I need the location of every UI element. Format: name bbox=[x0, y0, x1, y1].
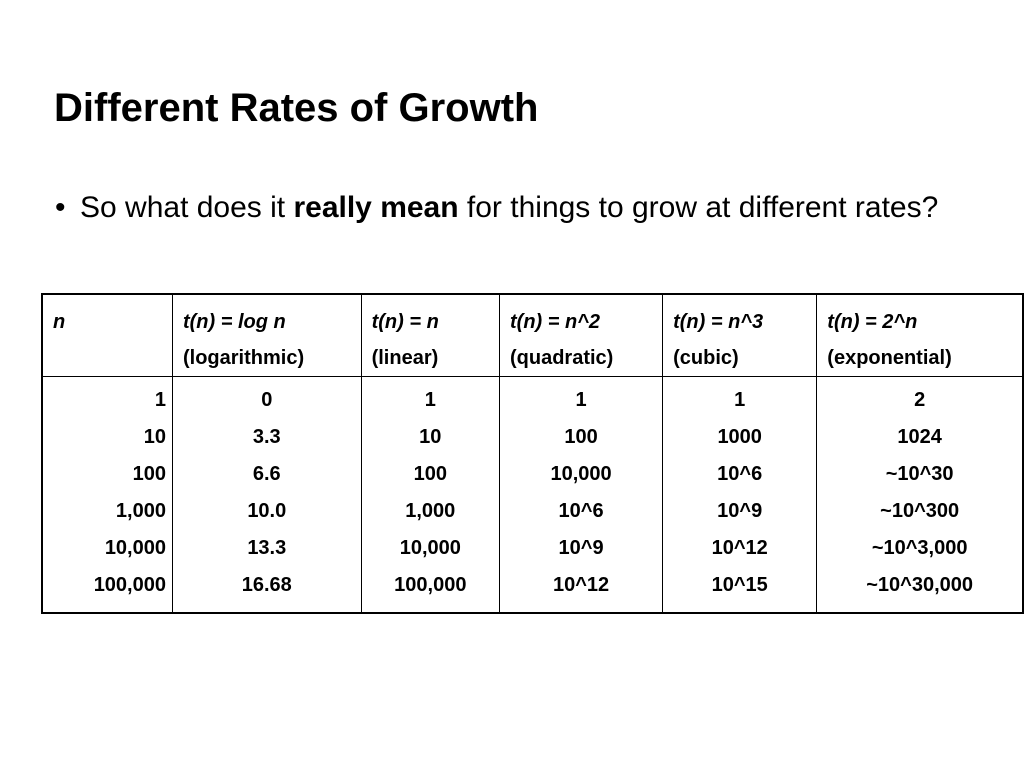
bullet-point bbox=[55, 188, 975, 228]
table-cell: 16.68 bbox=[241, 574, 292, 596]
header-cubic bbox=[663, 294, 817, 377]
table-cell: 10^9 bbox=[717, 500, 763, 522]
table-cell: 100 bbox=[132, 463, 166, 485]
table-cell: 10,000 bbox=[104, 537, 166, 559]
table-cell: 1000 bbox=[717, 426, 762, 448]
header-exponential bbox=[817, 294, 1023, 377]
table-cell: 100,000 bbox=[93, 574, 166, 596]
table-cell: 10^12 bbox=[552, 574, 610, 596]
table-cell: 1 bbox=[424, 389, 436, 411]
table-cell: 1 bbox=[575, 389, 587, 411]
header-kind: (exponential) bbox=[827, 347, 952, 369]
table-cell: 10^15 bbox=[711, 574, 768, 596]
table-cell: 10 bbox=[419, 426, 442, 448]
header-n bbox=[42, 294, 172, 377]
bullet-text-before: So what does it bbox=[80, 191, 294, 224]
table-cell: 1024 bbox=[897, 426, 942, 448]
column-n-values bbox=[42, 377, 172, 614]
slide-title: Different Rates of Growth bbox=[54, 86, 539, 130]
table-cell: ~10^3,000 bbox=[871, 537, 968, 559]
table-cell: 10 bbox=[143, 426, 166, 448]
header-kind: (logarithmic) bbox=[182, 347, 305, 369]
header-kind: (quadratic) bbox=[510, 347, 614, 369]
table-cell: 10^9 bbox=[558, 537, 604, 559]
column-linear-values bbox=[361, 377, 499, 614]
table-cell: 3.3 bbox=[252, 426, 281, 448]
table-cell: ~10^30,000 bbox=[866, 574, 974, 596]
header-function: t(n) = n^2 bbox=[510, 311, 601, 333]
bullet-text bbox=[80, 188, 975, 228]
header-function: t(n) = 2^n bbox=[827, 311, 918, 333]
table-cell: 1,000 bbox=[405, 500, 456, 522]
table-cell: 2 bbox=[914, 389, 926, 411]
table-cell: 0 bbox=[261, 389, 273, 411]
bullet-text-after: for things to grow at different rates? bbox=[458, 191, 939, 224]
bullet-text-emphasis: really mean bbox=[293, 191, 459, 224]
table-cell: 10,000 bbox=[399, 537, 461, 559]
table-cell: 100 bbox=[413, 463, 447, 485]
table-cell: 10^6 bbox=[717, 463, 763, 485]
column-quadratic-values bbox=[500, 377, 663, 614]
table-cell: 10^6 bbox=[558, 500, 604, 522]
table-header-row bbox=[42, 294, 1023, 377]
header-function: t(n) = n^3 bbox=[673, 311, 764, 333]
header-kind: (linear) bbox=[371, 347, 439, 369]
table-cell: 100,000 bbox=[394, 574, 467, 596]
bullet-marker: • bbox=[55, 191, 66, 224]
header-function: n bbox=[53, 311, 66, 333]
column-cubic-values bbox=[663, 377, 817, 614]
column-logarithmic-values bbox=[172, 377, 361, 614]
table-cell: 100 bbox=[564, 426, 598, 448]
table-cell: 13.3 bbox=[247, 537, 287, 559]
table-cell: 10^12 bbox=[711, 537, 768, 559]
table-cell: 6.6 bbox=[252, 463, 281, 485]
table-cell: 10.0 bbox=[247, 500, 287, 522]
header-logarithmic bbox=[172, 294, 361, 377]
table-cell: 1 bbox=[154, 389, 166, 411]
header-function: t(n) = n bbox=[371, 311, 439, 333]
table-cell: 1,000 bbox=[115, 500, 166, 522]
table-body-row bbox=[42, 377, 1023, 614]
header-function: t(n) = log n bbox=[182, 311, 286, 333]
table-cell: 1 bbox=[734, 389, 746, 411]
table-cell: ~10^300 bbox=[880, 500, 960, 522]
column-exponential-values bbox=[817, 377, 1023, 614]
header-linear bbox=[361, 294, 499, 377]
header-kind: (cubic) bbox=[673, 347, 739, 369]
header-quadratic bbox=[500, 294, 663, 377]
growth-rates-table bbox=[41, 293, 1024, 614]
table-cell: ~10^30 bbox=[885, 463, 954, 485]
table-cell: 10,000 bbox=[550, 463, 612, 485]
